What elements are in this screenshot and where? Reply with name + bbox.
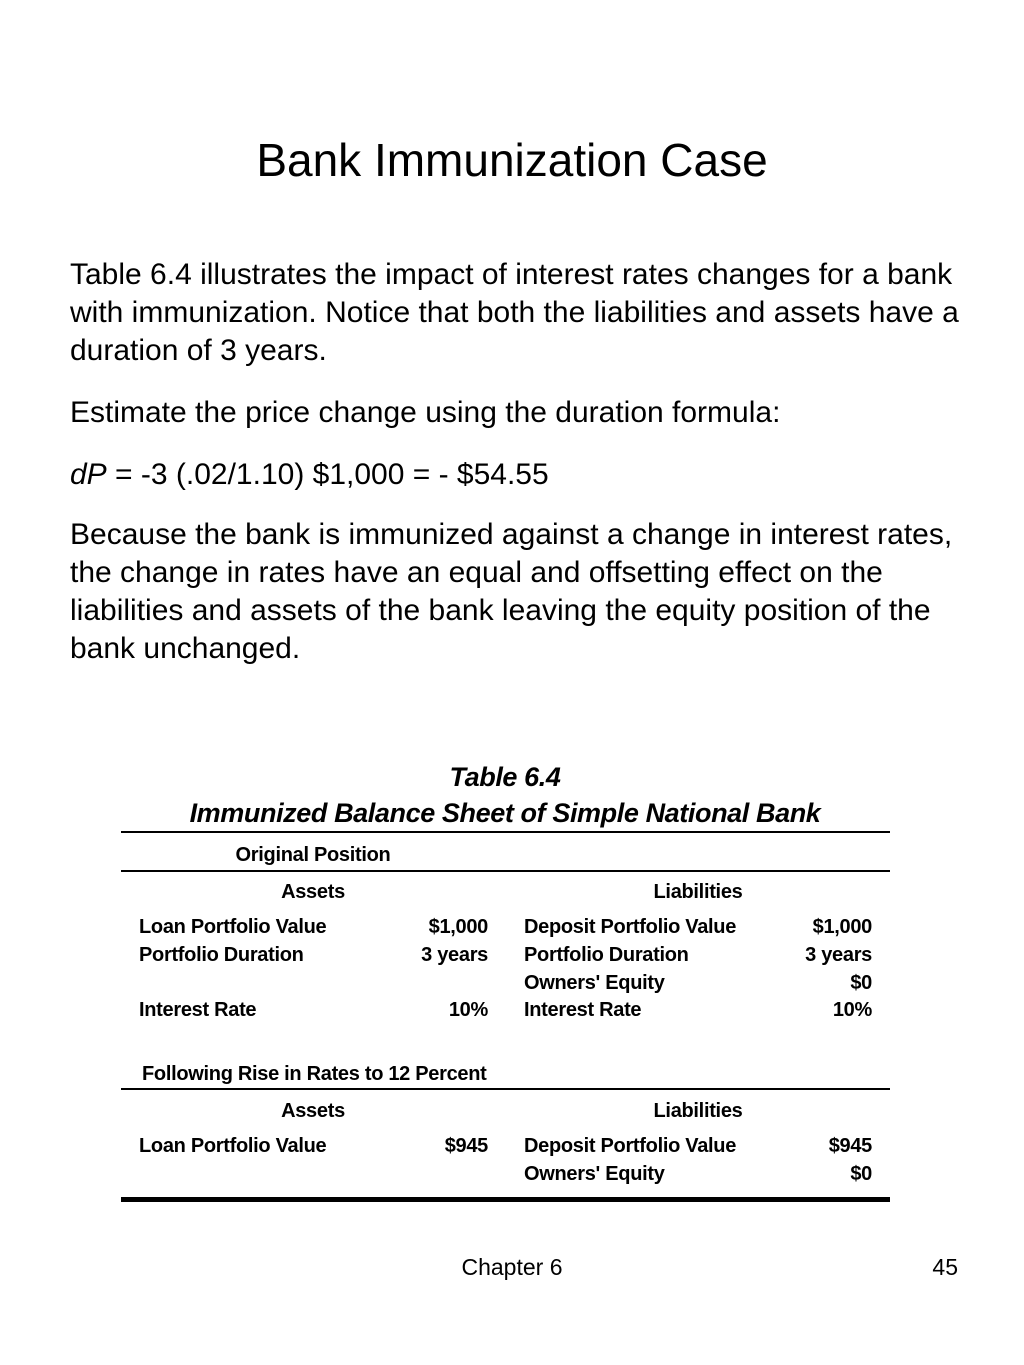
table-cell-value: 3 years: [421, 944, 488, 966]
duration-formula: [70, 456, 970, 494]
table-number: Table 6.4: [449, 762, 561, 792]
table-cell-label: Deposit Portfolio Value: [524, 1135, 737, 1157]
table-cell-label: Portfolio Duration: [139, 944, 304, 966]
slide-title: Bank Immunization Case: [256, 134, 768, 186]
table-cell-label: Owners' Equity: [524, 972, 665, 994]
original-header-rule: [121, 870, 890, 872]
table-cell-label: Loan Portfolio Value: [139, 916, 327, 938]
formula-variable: dP: [70, 458, 107, 491]
slide-body: [70, 256, 970, 692]
table-cell-value: $0: [850, 1163, 872, 1185]
table-cell-value: 10%: [832, 999, 872, 1021]
table-top-rule: [121, 831, 890, 833]
original-assets-header: Assets: [281, 881, 345, 903]
conclusion-paragraph: Because the bank is immunized against a change in interest rates, the change in rates have an equal and offsetting effect on the liabilities and assets of the bank leaving the equity position of the bank unchanged.: [70, 518, 953, 665]
table-cell-label: Deposit Portfolio Value: [524, 916, 737, 938]
table-cell-label: Interest Rate: [139, 999, 257, 1021]
table-bottom-rule: [121, 1197, 890, 1202]
table-cell-value: $945: [444, 1135, 488, 1157]
table-cell-value: $0: [850, 972, 872, 994]
following-header-rule: [121, 1088, 890, 1090]
original-liabilities-header: Liabilities: [653, 881, 743, 903]
formula-expression: = -3 (.02/1.10) $1,000 = - $54.55: [106, 458, 549, 491]
table-cell-value: $1,000: [812, 916, 872, 938]
intro-paragraph: Table 6.4 illustrates the impact of interest rates changes for a bank with immunization. Notice that both the liabilities and assets have a duration of 3 years.: [70, 258, 959, 367]
table-cell-value: $945: [828, 1135, 872, 1157]
footer-chapter: Chapter 6: [461, 1254, 563, 1280]
table-title: Immunized Balance Sheet of Simple National Bank: [189, 798, 821, 828]
page-number: 45: [932, 1254, 958, 1280]
following-liabilities-header: Liabilities: [653, 1100, 743, 1122]
table-cell-value: $1,000: [428, 916, 488, 938]
following-rise-label: Following Rise in Rates to 12 Percent: [142, 1063, 487, 1085]
original-position-label: Original Position: [235, 844, 391, 866]
table-cell-value: 3 years: [805, 944, 872, 966]
table-cell-label: Loan Portfolio Value: [139, 1135, 327, 1157]
table-cell-label: Interest Rate: [524, 999, 642, 1021]
instruction-paragraph: Estimate the price change using the duration formula:: [70, 396, 781, 429]
table-cell-label: Owners' Equity: [524, 1163, 665, 1185]
table-cell-label: Portfolio Duration: [524, 944, 689, 966]
following-assets-header: Assets: [281, 1100, 345, 1122]
table-cell-value: 10%: [448, 999, 488, 1021]
